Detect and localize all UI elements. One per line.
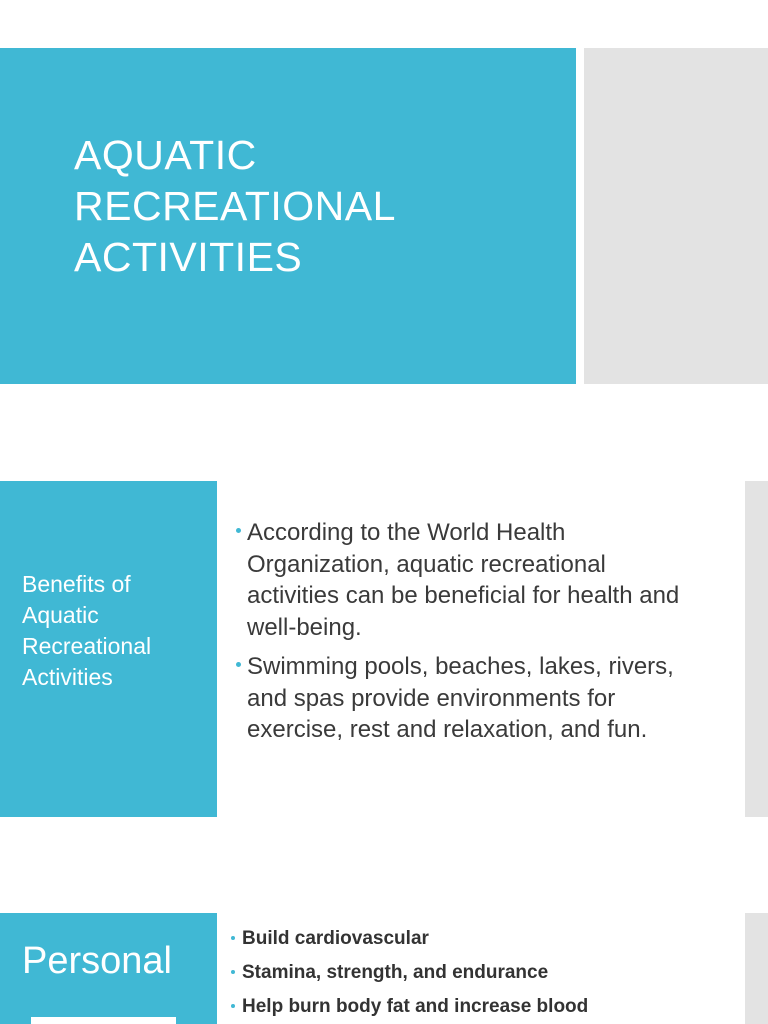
bullet-list [233, 517, 703, 754]
side-strip [745, 481, 768, 817]
bullet-text: Swimming pools, beaches, lakes, rivers, and spas provide environments for exercise, rest and relaxation, and fun. [247, 653, 674, 743]
bullet-dot-icon [236, 528, 241, 533]
bullet-item [229, 995, 729, 1019]
heading-panel [0, 913, 217, 1024]
heading-panel [0, 481, 217, 817]
bullet-dot-icon [231, 970, 235, 974]
title-panel [0, 48, 576, 384]
bullet-text: Build cardiovascular [242, 928, 429, 949]
bullet-text: Stamina, strength, and endurance [242, 962, 549, 983]
bullet-item [229, 961, 729, 985]
bullet-list [229, 927, 729, 1024]
slide-heading: Benefits of Aquatic Recreational Activities [22, 571, 152, 690]
bullet-dot-icon [231, 936, 235, 940]
personal-slide [0, 913, 768, 1024]
bullet-dot-icon [236, 662, 241, 667]
bullet-text: Help burn body fat and increase blood [242, 996, 589, 1017]
bullet-item [233, 651, 703, 746]
side-strip [745, 913, 768, 1024]
title-slide [0, 48, 768, 384]
slide-heading: Personal [22, 940, 172, 982]
bullet-text: According to the World Health Organization, aquatic recreational activities can be beneficial for health and well-being. [247, 519, 680, 641]
bullet-item [229, 927, 729, 951]
side-panel [584, 48, 768, 384]
slide-title: AQUATIC RECREATIONAL ACTIVITIES [74, 132, 395, 280]
image-placeholder [31, 1017, 176, 1024]
bullet-dot-icon [231, 1004, 235, 1008]
bullet-item [233, 517, 703, 643]
benefits-slide [0, 481, 768, 817]
